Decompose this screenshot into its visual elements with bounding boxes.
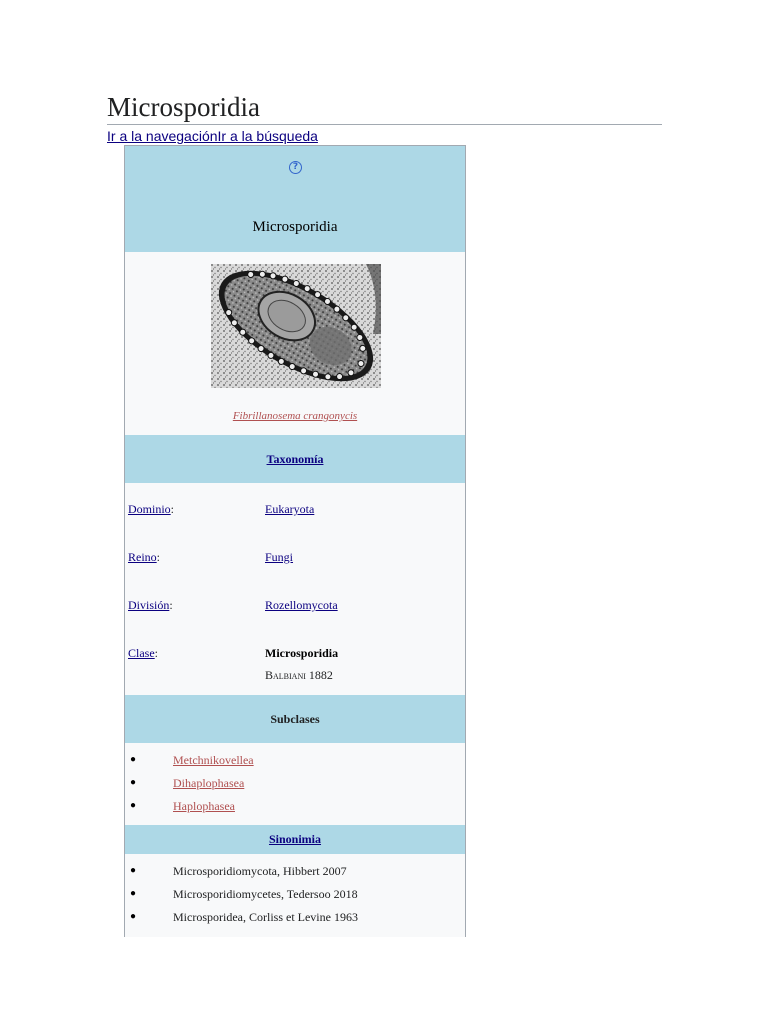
- subclass-link[interactable]: Metchnikovellea: [173, 753, 254, 767]
- synonym-text: Microsporidea, Corliss et Levine 1963: [173, 910, 358, 924]
- bullet: ●: [130, 800, 137, 811]
- subclass-link[interactable]: Haplophasea: [173, 799, 235, 813]
- list-item: [125, 906, 465, 929]
- class-author: Balbiani 1882: [265, 668, 333, 682]
- jumplinks: [107, 127, 318, 145]
- synonym-text: Microsporidiomycetes, Tedersoo 2018: [173, 887, 358, 901]
- subclasses-header: [125, 695, 465, 743]
- list-item: [125, 883, 465, 906]
- taxonomy-row-clase: [125, 627, 465, 695]
- dominio-link[interactable]: Dominio: [128, 502, 171, 516]
- organism-image[interactable]: [211, 264, 381, 388]
- rozellomycota-link[interactable]: Rozellomycota: [265, 598, 338, 612]
- list-item: [125, 860, 465, 883]
- image-caption-link[interactable]: Fibrillanosema crangonycis: [232, 410, 358, 422]
- fungi-link[interactable]: Fungi: [265, 550, 294, 564]
- taxonomy-row-division: [125, 579, 465, 627]
- page-title: Microsporidia: [107, 90, 662, 125]
- jump-to-navigation-link[interactable]: Ir a la navegación: [107, 128, 218, 144]
- synonym-text: Microsporidiomycota, Hibbert 2007: [173, 864, 347, 878]
- bullet: ●: [130, 865, 137, 876]
- class-name: Microsporidia: [265, 646, 339, 660]
- taxonomy-value: [265, 598, 338, 613]
- bullet: ●: [130, 888, 137, 899]
- taxonomy-label: División:: [128, 598, 173, 612]
- taxonomy-value: [265, 502, 314, 517]
- sinonimia-link[interactable]: Sinonimia: [268, 832, 322, 846]
- taxonomy-label: Clase:: [128, 646, 159, 660]
- infobox-header: [125, 146, 465, 252]
- jump-to-search-link[interactable]: Ir a la búsqueda: [217, 128, 318, 144]
- infobox: [124, 145, 466, 937]
- synonyms-header: [125, 825, 465, 854]
- taxonomy-row-dominio: [125, 483, 465, 531]
- taxonomy-link[interactable]: Taxonomía: [266, 452, 324, 466]
- help-icon[interactable]: ?: [289, 161, 302, 174]
- eukaryota-link[interactable]: Eukaryota: [265, 502, 315, 516]
- taxonomy-label: Reino:: [128, 550, 161, 564]
- bullet: ●: [130, 911, 137, 922]
- taxonomy-row-reino: [125, 531, 465, 579]
- list-item: [125, 795, 465, 818]
- synonyms-list: [125, 854, 465, 937]
- taxonomy-value: [265, 550, 293, 565]
- clase-link[interactable]: Clase: [128, 646, 155, 660]
- subclasses-title: Subclases: [270, 712, 320, 726]
- infobox-image-row: [125, 252, 465, 435]
- infobox-title: Microsporidia: [252, 219, 338, 235]
- subclasses-list: [125, 743, 465, 825]
- reino-link[interactable]: Reino: [128, 550, 157, 564]
- list-item: [125, 772, 465, 795]
- division-link[interactable]: División: [128, 598, 170, 612]
- list-item: [125, 749, 465, 772]
- taxonomy-label: Dominio:: [128, 502, 175, 516]
- bullet: ●: [130, 777, 137, 788]
- bullet: ●: [130, 754, 137, 765]
- taxonomy-header: [125, 435, 465, 483]
- taxonomy-value: [265, 646, 338, 683]
- subclass-link[interactable]: Dihaplophasea: [173, 776, 245, 790]
